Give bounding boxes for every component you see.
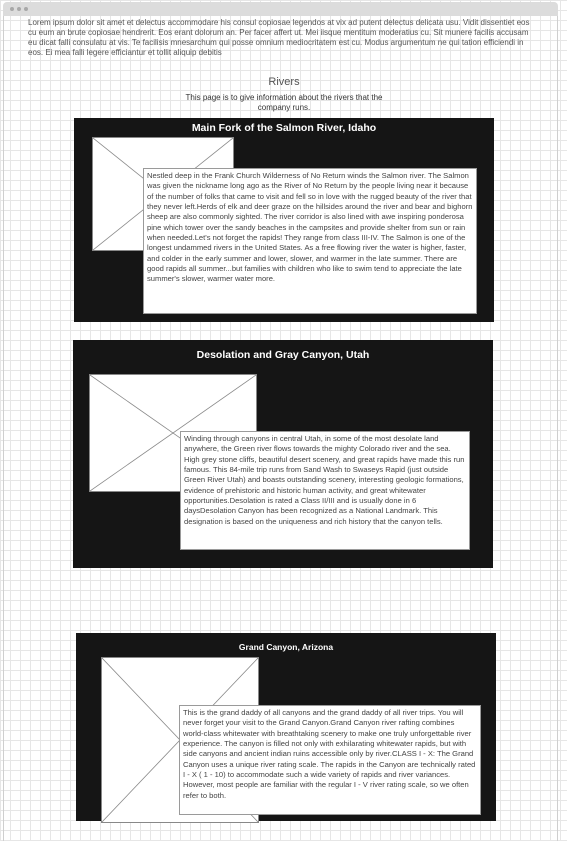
window-dot-icon[interactable] [17,7,21,11]
river-card-salmon [74,118,494,322]
river-card-grand-canyon [76,633,496,821]
river-card-title: Desolation and Gray Canyon, Utah [196,349,370,361]
window-titlebar [3,2,558,16]
window-frame-right [557,16,558,841]
river-description: Nestled deep in the Frank Church Wilderness of No Return winds the Salmon river. The Salmon was given the nickname long ago as the River of No Return by the people living near it because of the number of folks that came to visit and fell so in love with the rugged beauty of the river that they never left.Herds of elk and deer graze on the hillsides around the river and bear and bighorn sheep are also commonly sighted. The river corridor is also lined with awe inspiring ponderosa pine which tower over the sandy beaches in the campsites and provide shelter from sun or rain when needed.Let's not forget the rapids! They range from class III-IV. The Salmon is one of the longest undammed rivers in the United States. As a free flowing river the water is higher, faster, and colder in the early summer and lower, slower, and warmer in the late summer. There are good rapids all summer...but families with children who like to swim tend to appreciate the late summer's slower, warmer water more. [143,168,477,314]
river-description: This is the grand daddy of all canyons and the grand daddy of all river trips. You will never forget your visit to the Grand Canyon.Grand Canyon river rafting combines world-class whitewater with breathtaking scenery to make one truly unforgettable river experience. The canyon is filled not only with exhilarating whitewater rapids, but with side canyons and ancient indian ruins accessible only by river.CLASS I - X: The Grand Canyon uses a unique river rating scale. The rapids in the Canyon are technically rated I - X ( 1 - 10) to accommodate such a wide variety of rapids and river variances. However, most people are familiar with the regular I - V river rating scale, so we often refer to both. [179,705,481,815]
river-card-title: Grand Canyon, Arizona [238,642,334,652]
window-dot-icon[interactable] [10,7,14,11]
intro-paragraph: Lorem ipsum dolor sit amet et delectus accommodare his consul copiosae legendos at vix ad putent delectus delicata usu. Vidit dissentiet eos cu eum an brute copiosae hendrerit. Eos erant dolorum an. Per facer affert ut. Mei iisque mentitum moderatius cu. Sit munere facilis accusam eu dicat falli consulatu at vis. Te facilisis mnesarchum qui posse omnium mediocritatem est cu. Modus argumentum ne qui tation efficiendi in eos. Ei mea falli legere efficiantur et tollit aliquip debitis [28,18,530,57]
page-title: Rivers [268,76,300,88]
page-subtitle: This page is to give information about the rivers that the company runs. [185,93,383,112]
river-card-desolation [73,340,493,568]
window-frame-left [3,16,4,841]
window-dot-icon[interactable] [24,7,28,11]
river-description: Winding through canyons in central Utah, in some of the most desolate land anywhere, the Green river flows towards the mighty Colorado river and the sea. High grey stone cliffs, beautiful desert scenery, and great rapids have made this run famous. This 84-mile trip runs from Sand Wash to Swaseys Rapid (just outside Green River Utah) and boasts outstanding scenery, interesting geologic formations, evidence of prehistoric and historic human activity, and great whitewater opportunities.Desolation is rated a Class II/III and is usually done in 6 daysDesolation Canyon has been recognized as a National Landmark. This designation is based on the uniqueness and rich history that the canyon tells. [180,431,470,550]
river-card-title: Main Fork of the Salmon River, Idaho [191,122,377,134]
